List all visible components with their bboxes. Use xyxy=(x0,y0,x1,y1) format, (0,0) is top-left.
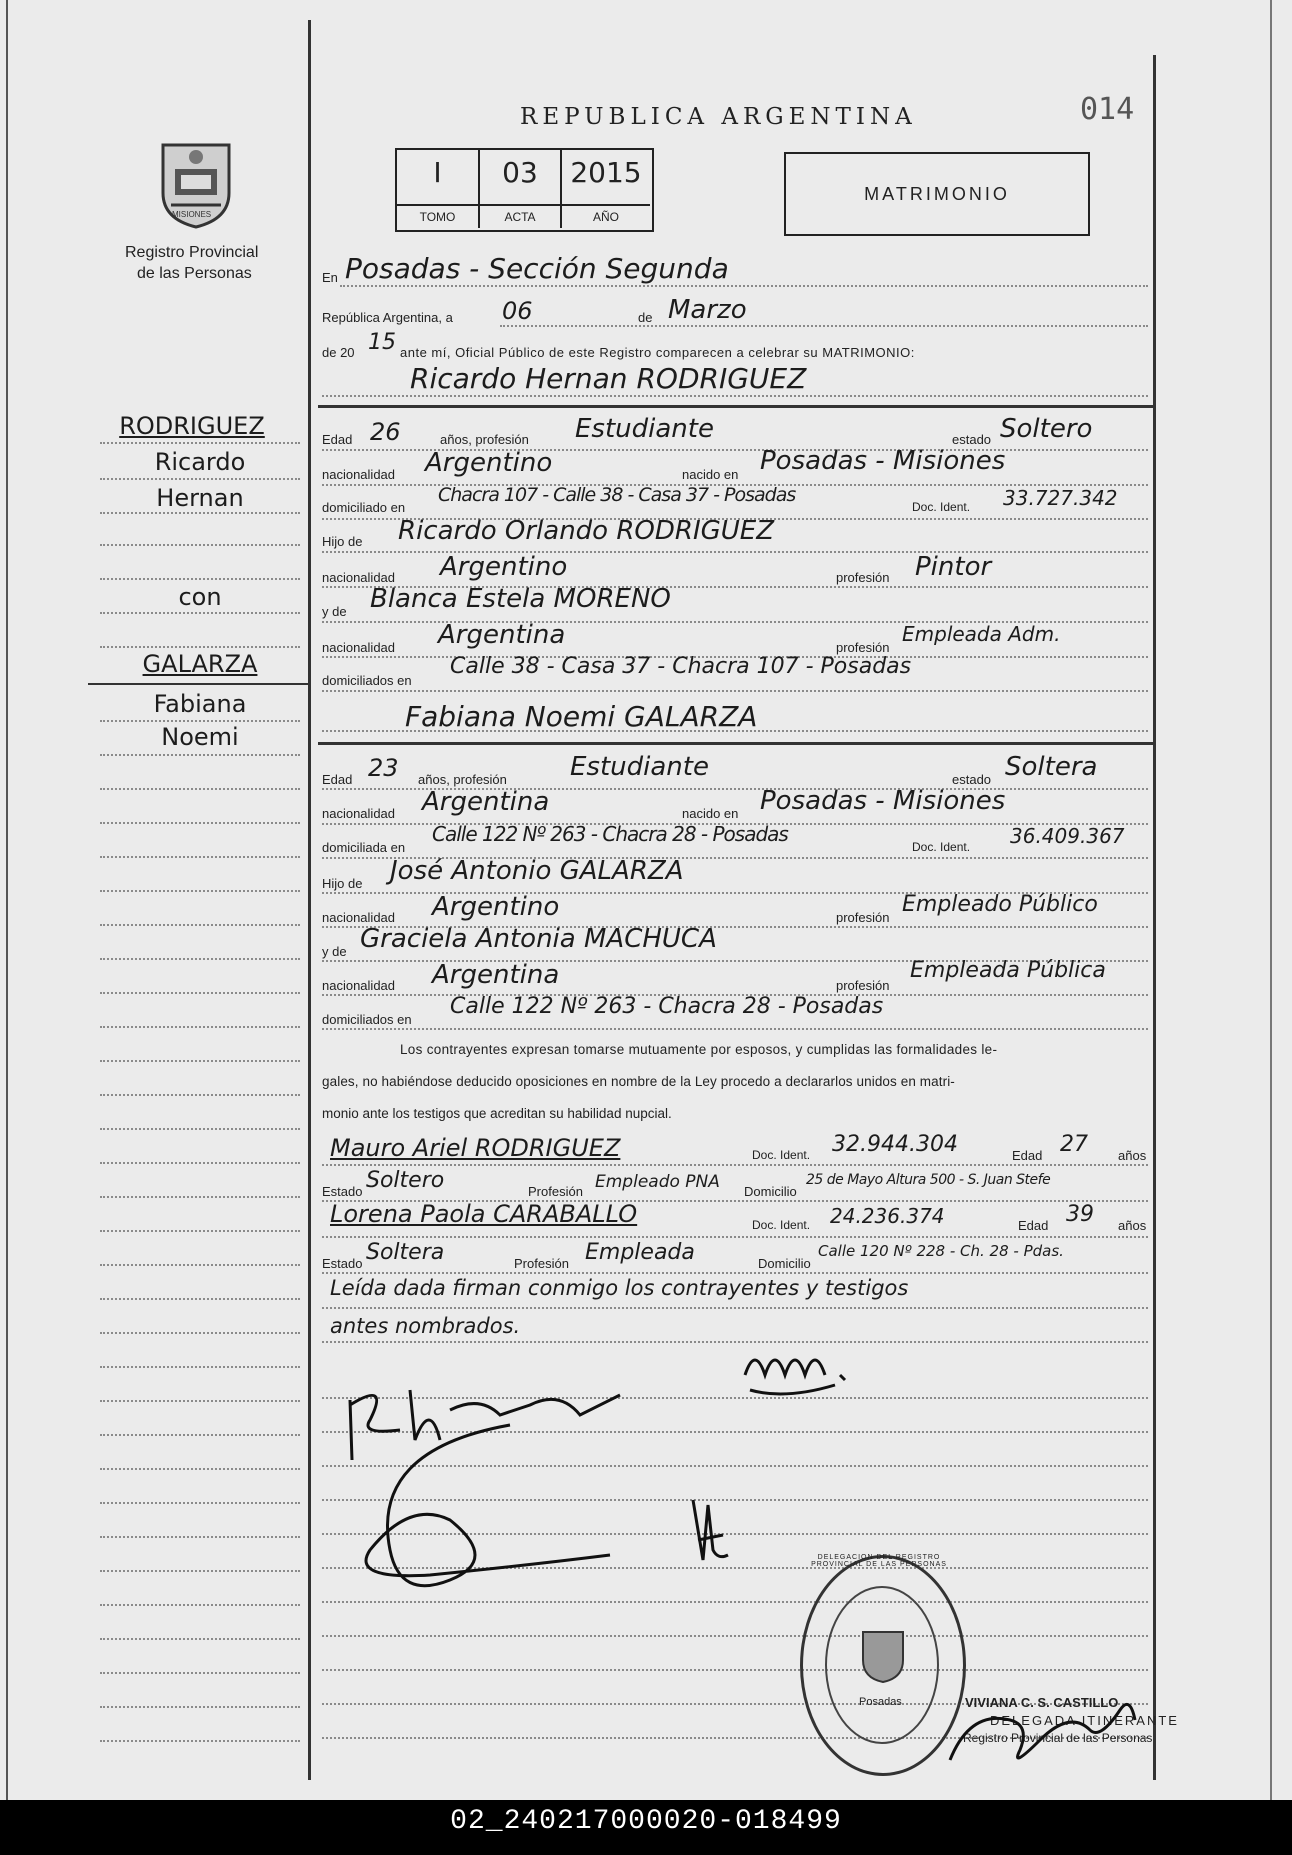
label: y de xyxy=(322,944,347,959)
margin-wife-surname: GALARZA xyxy=(142,650,258,678)
wife-birthplace: Posadas - Misiones xyxy=(760,786,1006,816)
label: domiciliados en xyxy=(322,1012,412,1027)
margin-rule xyxy=(100,1264,300,1266)
stamp-shield-icon xyxy=(859,1628,907,1684)
husband-age: 26 xyxy=(370,418,401,446)
margin-rule xyxy=(100,478,300,480)
entry-rule xyxy=(322,1164,1148,1166)
witness-2-age: 39 xyxy=(1066,1202,1094,1227)
official-name: VIVIANA C. S. CASTILLO xyxy=(965,1695,1119,1710)
margin-rule xyxy=(100,958,300,960)
witness-2-address: Calle 120 Nº 228 - Ch. 28 - Pdas. xyxy=(818,1242,1064,1260)
acta-label: ACTA xyxy=(480,204,560,228)
label: años, profesión xyxy=(440,432,529,447)
wife-father: José Antonio GALARZA xyxy=(390,856,684,886)
husband-mother-nationality: Argentina xyxy=(438,620,566,650)
acta-value: 03 xyxy=(502,156,538,189)
entry-rule xyxy=(340,285,1148,287)
margin-rule xyxy=(100,1468,300,1470)
margin-rule xyxy=(100,1026,300,1028)
label: nacido en xyxy=(682,806,739,821)
year-prefix: de 20 xyxy=(322,345,355,360)
label: Hijo de xyxy=(322,876,363,891)
right-border xyxy=(1153,55,1156,1780)
label: Estado xyxy=(322,1184,363,1199)
husband-father-nationality: Argentino xyxy=(440,552,568,582)
republic-label: República Argentina, a xyxy=(322,310,453,325)
margin-rule xyxy=(100,822,300,824)
witness-1-status: Soltero xyxy=(366,1168,445,1193)
anio-label: AÑO xyxy=(562,204,650,228)
label: estado xyxy=(952,772,992,787)
entry-rule xyxy=(322,1236,1148,1238)
registry-name-line2: de las Personas xyxy=(137,265,252,282)
page-number: 014 xyxy=(1080,92,1135,127)
label: profesión xyxy=(836,910,890,925)
margin-husband-middle: Hernan xyxy=(156,484,244,512)
label: nacido en xyxy=(682,467,739,482)
margin-rule xyxy=(100,1366,300,1368)
label: Doc. Ident. xyxy=(912,500,971,514)
label: Edad xyxy=(1018,1218,1049,1233)
witness-1-address: 25 de Mayo Altura 500 - S. Juan Stefe xyxy=(806,1172,1051,1188)
label: domiciliada en xyxy=(322,840,406,855)
label: Profesión xyxy=(528,1184,583,1199)
husband-father: Ricardo Orlando RODRIGUEZ xyxy=(398,516,775,546)
label: profesión xyxy=(836,640,890,655)
en-label: En xyxy=(322,270,338,285)
label: domiciliados en xyxy=(322,673,412,688)
witness-2-profession: Empleada xyxy=(585,1240,695,1265)
section-divider xyxy=(318,742,1154,745)
margin-rule xyxy=(100,578,300,580)
husband-address: Chacra 107 - Calle 38 - Casa 37 - Posadas xyxy=(438,484,796,506)
label: nacionalidad xyxy=(322,910,396,925)
country-title: REPUBLICA ARGENTINA xyxy=(520,104,917,130)
registry-name-line1: Registro Provincial xyxy=(125,244,259,261)
husband-civil-status: Soltero xyxy=(1000,414,1093,444)
margin-wife-middle: Noemi xyxy=(161,723,239,751)
label: estado xyxy=(952,432,992,447)
margin-rule xyxy=(100,992,300,994)
entry-rule xyxy=(322,1028,1148,1030)
declaration-line-3: monio ante los testigos que acreditan su habilidad nupcial. xyxy=(322,1106,672,1121)
wife-civil-status: Soltera xyxy=(1005,752,1098,782)
label: años xyxy=(1118,1148,1147,1163)
wife-mother: Graciela Antonia MACHUCA xyxy=(360,924,717,954)
official-org: Registro Provincial de las Personas xyxy=(963,1731,1153,1745)
label: Hijo de xyxy=(322,534,363,549)
husband-parents-address: Calle 38 - Casa 37 - Chacra 107 - Posadas xyxy=(450,654,912,679)
page-right-edge xyxy=(1270,0,1272,1800)
margin-con: con xyxy=(178,583,222,611)
declaration-line-2: gales, no habiéndose deducido oposiciones en nombre de la Ley procedo a declararlos unidos en matri- xyxy=(322,1074,955,1089)
entry-rule xyxy=(322,1307,1148,1309)
filename-label: 02_240217000020-018499 xyxy=(450,1806,842,1837)
entry-rule xyxy=(322,730,1148,732)
stamp-ring-text: DELEGACION DEL REGISTRO PROVINCIAL DE LAS PERSONAS xyxy=(811,1554,947,1568)
entry-rule xyxy=(500,325,1148,327)
margin-rule xyxy=(100,788,300,790)
wife-mother-profession: Empleada Pública xyxy=(910,958,1106,983)
margin-rule xyxy=(100,1502,300,1504)
witness-1-name: Mauro Ariel RODRIGUEZ xyxy=(330,1134,621,1162)
left-edge-line xyxy=(6,0,8,1800)
label: Domicilio xyxy=(758,1256,811,1271)
margin-underline xyxy=(88,683,310,685)
place-value: Posadas - Sección Segunda xyxy=(345,252,729,285)
closing-line-2: antes nombrados. xyxy=(330,1314,521,1338)
label: Doc. Ident. xyxy=(912,840,971,854)
margin-husband-surname: RODRIGUEZ xyxy=(119,412,265,440)
wife-signature-icon xyxy=(735,1335,855,1415)
label: nacionalidad xyxy=(322,806,396,821)
husband-nationality: Argentino xyxy=(425,448,553,478)
husband-father-profession: Pintor xyxy=(915,552,992,582)
year-suffix: 15 xyxy=(368,330,396,355)
wife-age: 23 xyxy=(368,754,399,782)
margin-rule xyxy=(100,1162,300,1164)
margin-rule xyxy=(100,1400,300,1402)
witness-2-name: Lorena Paola CARABALLO xyxy=(330,1200,638,1228)
tomo-cell xyxy=(397,150,480,228)
margin-wife-first: Fabiana xyxy=(153,690,247,718)
label: años xyxy=(1118,1218,1147,1233)
margin-rule xyxy=(100,512,300,514)
label: Doc. Ident. xyxy=(752,1148,811,1162)
label: profesión xyxy=(836,570,890,585)
acta-cell xyxy=(480,150,562,228)
margin-rule xyxy=(100,1094,300,1096)
margin-rule xyxy=(100,646,300,648)
entry-rule xyxy=(322,1272,1148,1274)
label: Edad xyxy=(322,772,353,787)
declaration-line-1: Los contrayentes expresan tomarse mutuamente por esposos, y cumplidas las formalidades le- xyxy=(400,1042,998,1057)
label: Edad xyxy=(1012,1148,1043,1163)
wife-father-nationality: Argentino xyxy=(432,892,560,922)
husband-name: Ricardo Hernan RODRIGUEZ xyxy=(410,362,807,395)
margin-rule xyxy=(100,1638,300,1640)
label: nacionalidad xyxy=(322,467,396,482)
margin-rule xyxy=(100,544,300,546)
margin-rule xyxy=(100,1672,300,1674)
day-value: 06 xyxy=(502,297,533,325)
margin-rule xyxy=(100,1196,300,1198)
husband-mother-profession: Empleada Adm. xyxy=(902,622,1061,646)
margin-rule xyxy=(100,1570,300,1572)
margin-rule xyxy=(100,924,300,926)
logo-text: MISIONES xyxy=(172,210,212,219)
witness-1-age: 27 xyxy=(1060,1132,1088,1157)
label: Doc. Ident. xyxy=(752,1218,811,1232)
margin-rule xyxy=(100,1740,300,1742)
section-divider xyxy=(318,405,1154,408)
margin-rule xyxy=(100,856,300,858)
witness-2-doc: 24.236.374 xyxy=(830,1204,945,1228)
margin-rule xyxy=(100,890,300,892)
record-type-box: MATRIMONIO xyxy=(784,152,1090,236)
margin-rule xyxy=(100,1230,300,1232)
margin-rule xyxy=(100,1604,300,1606)
label: años, profesión xyxy=(418,772,507,787)
wife-address: Calle 122 Nº 263 - Chacra 28 - Posadas xyxy=(432,822,788,846)
label: profesión xyxy=(836,978,890,993)
closing-line-1: Leída dada firman conmigo los contrayentes y testigos xyxy=(330,1276,909,1300)
margin-rule xyxy=(100,1332,300,1334)
witness-2-status: Soltera xyxy=(366,1240,445,1265)
witness-1-profession: Empleado PNA xyxy=(595,1172,720,1192)
entry-rule xyxy=(322,395,1148,397)
margin-rule xyxy=(100,1706,300,1708)
label: nacionalidad xyxy=(322,978,396,993)
official-signature-icon xyxy=(930,1680,1153,1780)
margin-rule xyxy=(100,1128,300,1130)
official-role: DELEGADA ITINERANTE xyxy=(990,1713,1179,1728)
signature-rule xyxy=(322,1635,1148,1637)
husband-signature-icon xyxy=(330,1360,660,1610)
margin-rule xyxy=(100,720,300,722)
record-reference-box xyxy=(395,148,654,232)
husband-birthplace: Posadas - Misiones xyxy=(760,446,1006,476)
month-value: Marzo xyxy=(668,295,747,325)
label: Domicilio xyxy=(744,1184,797,1199)
label: domiciliado en xyxy=(322,500,406,515)
wife-parents-address: Calle 122 Nº 263 - Chacra 28 - Posadas xyxy=(450,994,884,1019)
tomo-label: TOMO xyxy=(397,204,478,228)
wife-father-profession: Empleado Público xyxy=(902,892,1098,917)
margin-rule xyxy=(100,754,300,756)
margin-husband-first: Ricardo xyxy=(154,448,246,476)
label: Estado xyxy=(322,1256,363,1271)
margin-rule xyxy=(100,442,300,444)
label: Edad xyxy=(322,432,353,447)
label: nacionalidad xyxy=(322,640,396,655)
wife-profession: Estudiante xyxy=(570,752,709,782)
husband-doc: 33.727.342 xyxy=(1003,486,1118,510)
label: nacionalidad xyxy=(322,570,396,585)
label: Profesión xyxy=(514,1256,569,1271)
label: y de xyxy=(322,604,347,619)
anio-cell xyxy=(562,150,650,228)
wife-name: Fabiana Noemi GALARZA xyxy=(405,700,758,733)
wife-mother-nationality: Argentina xyxy=(432,960,560,990)
anio-value: 2015 xyxy=(570,156,642,189)
column-divider xyxy=(308,20,311,1780)
wife-nationality: Argentina xyxy=(422,787,550,817)
husband-mother: Blanca Estela MORENO xyxy=(370,584,671,614)
wife-doc: 36.409.367 xyxy=(1010,824,1125,848)
margin-rule xyxy=(100,1434,300,1436)
appear-text: ante mí, Oficial Público de este Registro comparecen a celebrar su MATRIMONIO: xyxy=(400,345,915,360)
witness-signature-icon xyxy=(683,1490,733,1570)
husband-profession: Estudiante xyxy=(575,414,714,444)
tomo-value: I xyxy=(433,156,442,189)
de-label: de xyxy=(638,310,653,325)
margin-rule xyxy=(100,1060,300,1062)
entry-rule xyxy=(322,690,1148,692)
signature-rule xyxy=(322,1669,1148,1671)
stamp-center-text: Posadas xyxy=(859,1696,902,1708)
margin-rule xyxy=(100,1536,300,1538)
witness-1-doc: 32.944.304 xyxy=(832,1132,958,1157)
margin-rule xyxy=(100,1298,300,1300)
margin-rule xyxy=(100,612,300,614)
